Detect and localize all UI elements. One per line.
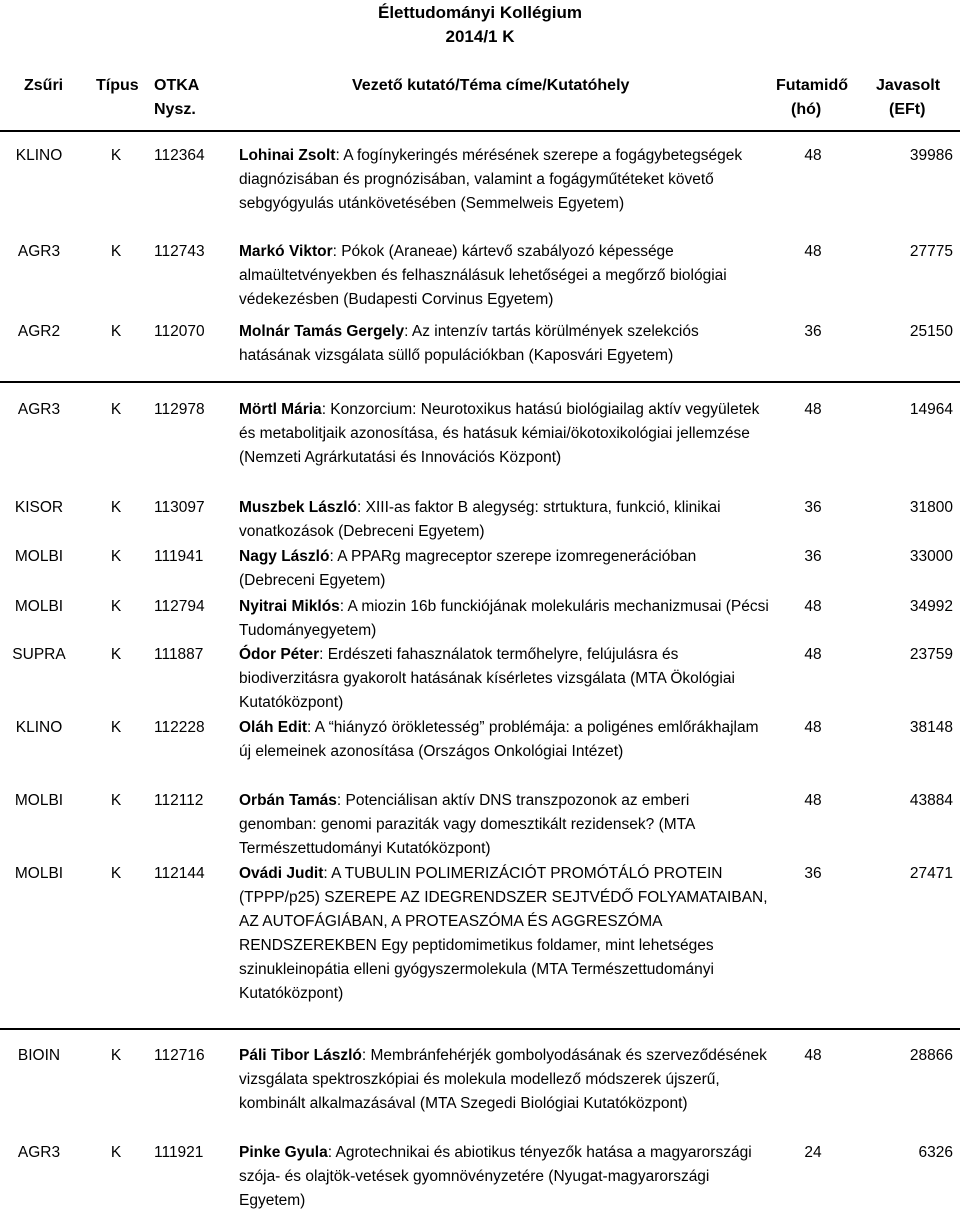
- lead-researcher-name: Molnár Tamás Gergely: [239, 323, 405, 340]
- cell-tipus: K: [110, 243, 122, 260]
- cell-project-description: [239, 240, 769, 312]
- lead-researcher-name: Pinke Gyula: [239, 1144, 328, 1161]
- cell-project-description: [239, 862, 769, 1006]
- cell-zsuri: BIOIN: [17, 1047, 61, 1064]
- cell-project-description: [239, 789, 769, 861]
- cell-duration: 48: [804, 719, 822, 736]
- cell-zsuri: MOLBI: [14, 865, 64, 882]
- cell-duration: 36: [804, 865, 822, 882]
- cell-project-description: [239, 1141, 769, 1213]
- cell-otka-number: 112144: [154, 865, 205, 882]
- cell-tipus: K: [110, 499, 122, 516]
- cell-amount: 38148: [909, 719, 953, 736]
- cell-tipus: K: [110, 719, 122, 736]
- cell-tipus: K: [110, 865, 122, 882]
- cell-otka-number: 112070: [154, 323, 205, 340]
- header-divider: [0, 130, 960, 132]
- cell-amount: 27471: [909, 865, 953, 882]
- lead-researcher-name: Oláh Edit: [239, 719, 308, 736]
- lead-researcher-name: Orbán Tamás: [239, 792, 337, 809]
- cell-zsuri: SUPRA: [12, 646, 66, 663]
- cell-tipus: K: [110, 401, 122, 418]
- cell-zsuri: MOLBI: [14, 598, 64, 615]
- cell-project-description: [239, 144, 769, 216]
- lead-researcher-name: Páli Tibor László: [239, 1047, 362, 1064]
- column-header-duration: Futamidő: [776, 77, 848, 94]
- project-title-and-institution: : A miozin 16b funckiójának molekuláris mechanizmusai (Pécsi Tudományegyetem): [239, 598, 769, 639]
- cell-otka-number: 111941: [154, 548, 204, 565]
- project-title-and-institution: : A TUBULIN POLIMERIZÁCIÓT PROMÓTÁLÓ PROTEIN (TPPP/p25) SZEREPE AZ IDEGRENDSZER SEJTVÉDŐ FOLYAMATAIBAN, AZ AUTOFÁGIÁBAN, A PROTEASZÓMA ÉS AGGRESZÓMA RENDSZEREKBEN Egy peptidomimetikus foldamer, mint lehetséges szinukleinopátia elleni gyógyszermolekula (MTA Természettudományi Kutatóközpont): [239, 865, 768, 1002]
- column-header-duration-unit: (hó): [791, 101, 822, 118]
- lead-researcher-name: Nagy László: [239, 548, 330, 565]
- column-header-tipus: Típus: [96, 77, 139, 94]
- cell-amount: 14964: [909, 401, 953, 418]
- project-title-and-institution: : Agrotechnikai és abiotikus tényezők hatása a magyarországi szója- és olajtök-vetések gyomnövényzetére (Nyugat-magyarországi Egyetem): [239, 1144, 752, 1209]
- cell-project-description: [239, 716, 769, 764]
- cell-tipus: K: [110, 646, 122, 663]
- cell-duration: 48: [804, 147, 822, 164]
- cell-otka-number: 111921: [154, 1144, 204, 1161]
- cell-project-description: [239, 1044, 769, 1116]
- cell-tipus: K: [110, 147, 122, 164]
- cell-amount: 28866: [909, 1047, 953, 1064]
- cell-otka-number: 112743: [154, 243, 205, 260]
- column-header-zsuri: Zsűri: [24, 77, 64, 94]
- project-title-and-institution: : Potenciálisan aktív DNS transzpozonok az emberi genomban: genomi paraziták vagy domesztikált rezidensek? (MTA Természettudományi Kutatóközpont): [239, 792, 695, 857]
- cell-amount: 25150: [909, 323, 953, 340]
- cell-tipus: K: [110, 1144, 122, 1161]
- cell-zsuri: AGR3: [17, 1144, 61, 1161]
- cell-tipus: K: [110, 792, 122, 809]
- cell-project-description: [239, 595, 769, 643]
- cell-tipus: K: [110, 548, 122, 565]
- project-title-and-institution: : A PPARg magreceptor szerepe izomregenerációban (Debreceni Egyetem): [239, 548, 697, 589]
- cell-duration: 48: [804, 243, 822, 260]
- project-title-and-institution: : Pókok (Araneae) kártevő szabályozó képessége almaültetvényekben és felhasználásuk lehetőségei a megőrző biológiai védekezésben (Budapesti Corvinus Egyetem): [239, 243, 727, 308]
- project-title-and-institution: : XIII-as faktor B alegység: strtuktura, funkció, klinikai vonatkozások (Debreceni Egyetem): [239, 499, 721, 540]
- cell-amount: 39986: [909, 147, 953, 164]
- cell-otka-number: 113097: [154, 499, 205, 516]
- cell-amount: 23759: [909, 646, 953, 663]
- cell-project-description: [239, 496, 769, 544]
- cell-amount: 43884: [909, 792, 953, 809]
- column-header-amount: Javasolt: [876, 77, 941, 94]
- cell-project-description: [239, 320, 769, 368]
- cell-amount: 27775: [909, 243, 953, 260]
- cell-duration: 36: [804, 323, 822, 340]
- cell-zsuri: KLINO: [15, 719, 63, 736]
- cell-tipus: K: [110, 598, 122, 615]
- document-subtitle: 2014/1 K: [445, 27, 515, 46]
- cell-otka-number: 112112: [154, 792, 204, 809]
- cell-duration: 24: [804, 1144, 822, 1161]
- project-title-and-institution: : Konzorcium: Neurotoxikus hatású biológiailag aktív vegyületek és metabolitjaik azonosítása, és hatásuk kémiai/ökotoxikológiai jellemzése (Nemzeti Agrárkutatási és Innovációs Központ): [239, 401, 760, 466]
- project-title-and-institution: : Membránfehérjék gombolyodásának és szerveződésének vizsgálata spektroszkópiai és molekula modellező módszerek újszerű, kombinált alkalmazásával (MTA Szegedi Biológiai Kutatóközpont): [239, 1047, 767, 1112]
- cell-amount: 6326: [918, 1144, 953, 1161]
- lead-researcher-name: Muszbek László: [239, 499, 357, 516]
- cell-zsuri: AGR3: [17, 243, 61, 260]
- cell-project-description: [239, 545, 769, 593]
- cell-otka-number: 111887: [154, 646, 204, 663]
- cell-project-description: [239, 398, 769, 470]
- cell-otka-number: 112978: [154, 401, 205, 418]
- lead-researcher-name: Lohinai Zsolt: [239, 147, 336, 164]
- project-title-and-institution: : A fogínykeringés mérésének szerepe a fogágybetegségek diagnózisában és prognózisában, valamint a fogágyműtéteket követő sebgyógyulás utánkövetésében (Semmelweis Egyetem): [239, 147, 743, 212]
- cell-otka-number: 112228: [154, 719, 205, 736]
- column-header-otka: OTKA: [154, 77, 200, 94]
- cell-duration: 48: [804, 646, 822, 663]
- cell-zsuri: AGR3: [17, 401, 61, 418]
- column-header-otka-nysz: Nysz.: [154, 101, 196, 118]
- cell-duration: 48: [804, 1047, 822, 1064]
- project-title-and-institution: : Az intenzív tartás körülmények szelekciós hatásának vizsgálata süllő populációkban (Kaposvári Egyetem): [239, 323, 699, 364]
- lead-researcher-name: Ódor Péter: [239, 646, 320, 663]
- lead-researcher-name: Ovádi Judit: [239, 865, 324, 882]
- cell-amount: 33000: [909, 548, 953, 565]
- cell-otka-number: 112716: [154, 1047, 205, 1064]
- cell-tipus: K: [110, 323, 122, 340]
- project-title-and-institution: : A “hiányzó örökletesség” problémája: a poligénes emlőrákhajlam új elemeinek azonosítása (Országos Onkológiai Intézet): [239, 719, 759, 760]
- cell-tipus: K: [110, 1047, 122, 1064]
- cell-amount: 34992: [909, 598, 953, 615]
- project-title-and-institution: : Erdészeti fahasználatok termőhelyre, felújulásra és biodiverzitásra gyakorolt hatásának kísérletes vizsgálata (MTA Ökológiai Kutatóközpont): [239, 646, 735, 711]
- document-title: Élettudományi Kollégium: [377, 3, 583, 22]
- cell-otka-number: 112794: [154, 598, 205, 615]
- cell-zsuri: KISOR: [14, 499, 64, 516]
- cell-zsuri: AGR2: [17, 323, 61, 340]
- lead-researcher-name: Nyitrai Miklós: [239, 598, 340, 615]
- cell-duration: 48: [804, 598, 822, 615]
- cell-project-description: [239, 643, 769, 715]
- lead-researcher-name: Mörtl Mária: [239, 401, 322, 418]
- column-header-leader: Vezető kutató/Téma címe/Kutatóhely: [352, 77, 630, 94]
- cell-zsuri: KLINO: [15, 147, 63, 164]
- cell-duration: 48: [804, 792, 822, 809]
- column-header-amount-unit: (EFt): [889, 101, 926, 118]
- cell-otka-number: 112364: [154, 147, 205, 164]
- cell-duration: 36: [804, 548, 822, 565]
- cell-duration: 48: [804, 401, 822, 418]
- section-divider: [0, 1028, 960, 1030]
- cell-amount: 31800: [909, 499, 953, 516]
- lead-researcher-name: Markó Viktor: [239, 243, 333, 260]
- cell-zsuri: MOLBI: [14, 792, 64, 809]
- cell-zsuri: MOLBI: [14, 548, 64, 565]
- cell-duration: 36: [804, 499, 822, 516]
- section-divider: [0, 381, 960, 383]
